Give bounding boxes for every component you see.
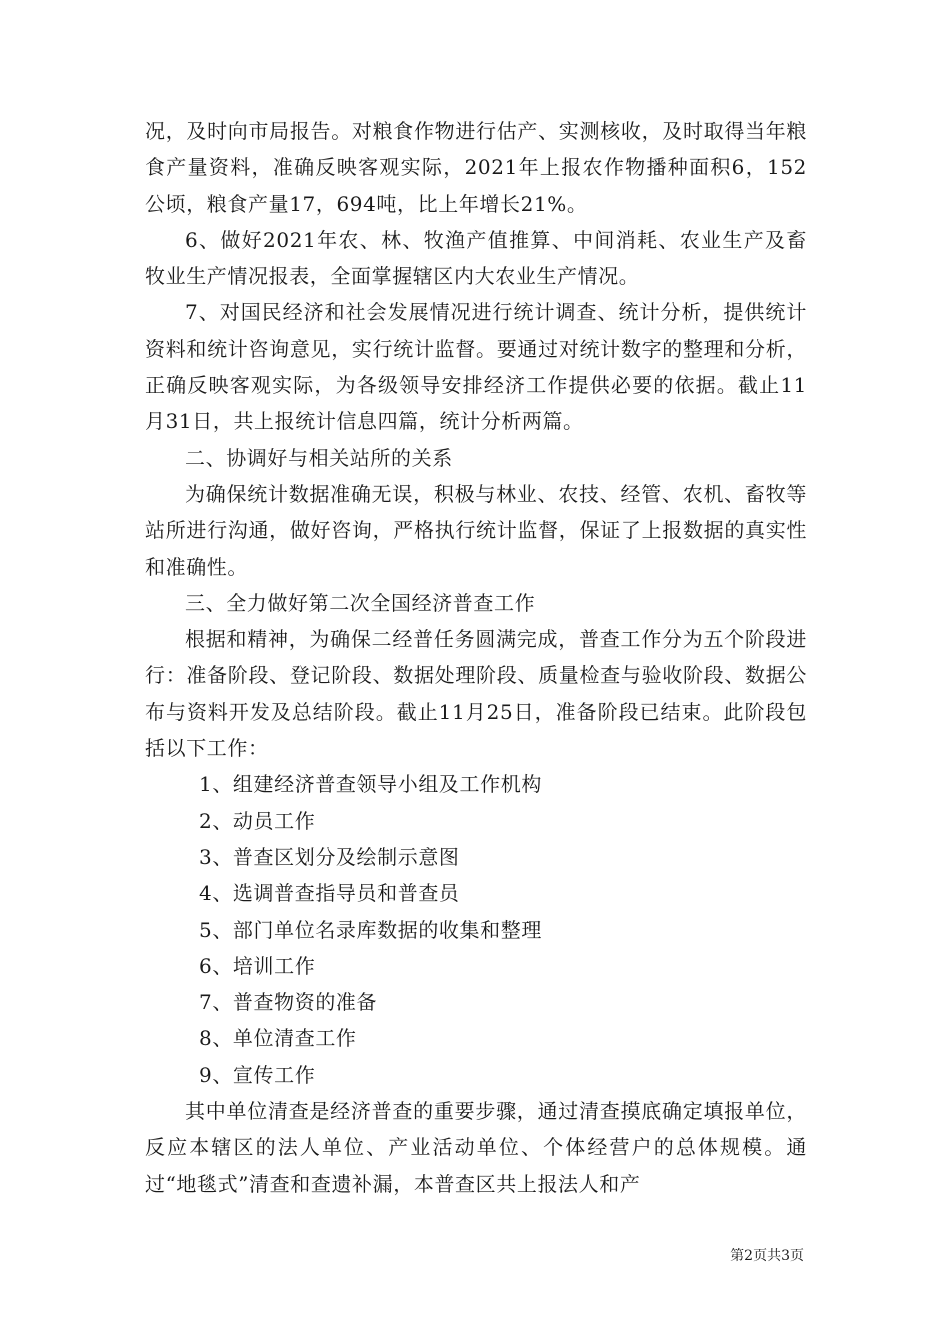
paragraph-census-stages: 根据和精神，为确保二经普任务圆满完成，普查工作分为五个阶段进行：准备阶段、登记阶段、数据处理阶段、质量检查与验收阶段、数据公布与资料开发及总结阶段。截止11月25日，准备阶段已结束。此阶段包括以下工作： xyxy=(145,627,807,761)
list-item: 8、单位清查工作 xyxy=(199,1026,357,1051)
list-item: 7、普查物资的准备 xyxy=(199,990,378,1015)
list-item: 9、宣传工作 xyxy=(199,1062,316,1087)
list-item: 6、培训工作 xyxy=(199,953,316,978)
list-item: 4、选调普查指导员和普查员 xyxy=(199,881,460,906)
list-item: 5、部门单位名录库数据的收集和整理 xyxy=(199,917,542,942)
census-task-list xyxy=(145,766,807,1093)
list-item: 3、普查区划分及绘制示意图 xyxy=(199,844,460,869)
paragraph-coordination: 为确保统计数据准确无误，积极与林业、农技、经管、农机、畜牧等站所进行沟通，做好咨询，严格执行统计监督，保证了上报数据的真实性和准确性。 xyxy=(145,481,807,579)
section-heading-coordination: 二、协调好与相关站所的关系 xyxy=(185,445,453,470)
paragraph-agricultural-output: 6、做好2021年农、林、牧渔产值推算、中间消耗、农业生产及畜牧业生产情况报表，全面掌握辖区内大农业生产情况。 xyxy=(145,227,807,289)
paragraph-statistical-analysis: 7、对国民经济和社会发展情况进行统计调查、统计分析，提供统计资料和统计咨询意见，实行统计监督。要通过对统计数字的整理和分析，正确反映客观实际，为各级领导安排经济工作提供必要的依据。截止11月31日，共上报统计信息四篇，统计分析两篇。 xyxy=(145,300,807,434)
page-number-footer: 第2页共3页 xyxy=(730,1248,804,1264)
paragraph-unit-census: 其中单位清查是经济普查的重要步骤，通过清查摸底确定填报单位，反应本辖区的法人单位、产业活动单位、个体经营户的总体规模。通过“地毯式”清查和查遗补漏，本普查区共上报法人和产 xyxy=(145,1099,807,1196)
paragraph-grain-production: 况，及时向市局报告。对粮食作物进行估产、实测核收，及时取得当年粮食产量资料，准确反映客观实际，2021年上报农作物播种面积6，152公顷，粮食产量17，694吨，比上年增长21%。 xyxy=(145,119,807,216)
document-body xyxy=(145,113,807,1202)
list-item: 1、组建经济普查领导小组及工作机构 xyxy=(199,772,542,797)
list-item: 2、动员工作 xyxy=(199,808,316,833)
section-heading-economic-census: 三、全力做好第二次全国经济普查工作 xyxy=(185,590,536,615)
